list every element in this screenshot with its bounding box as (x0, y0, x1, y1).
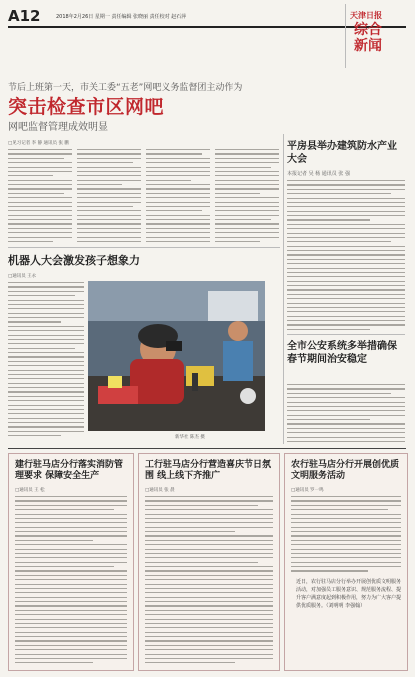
box-3-headline: 农行驻马店分行开展创优质文明服务活动 (291, 460, 400, 481)
right-story-2-body (287, 384, 405, 444)
lead-byline: □见习记者 李 静 通讯员 张 鹏 (8, 141, 69, 146)
lead-subhead: 网吧监督管理成效明显 (8, 122, 108, 133)
handwritten-note: 近日，农行驻马店分行举办开展创优质文明服务活动，对加强员工服务意识、规范服务流程、提升客户满意度起到积极作用，努力为广大客户提供优质服务。（刘明明 李强翰） (296, 579, 402, 609)
robot-story-headline: 机器人大会激发孩子想象力 (8, 254, 140, 267)
box-2-byline: □通讯员 张 晨 (145, 488, 175, 493)
lead-kicker: 节后上班第一天，市关工委“五老”网吧义务监督团主动作为 (8, 83, 243, 93)
page-number: A12 (8, 7, 41, 25)
bottom-section (8, 448, 406, 674)
lead-body-col-1 (8, 149, 72, 247)
box-1-headline: 建行驻马店分行落实消防管理要求 保障安全生产 (15, 460, 124, 481)
box-2-body (145, 496, 273, 664)
header-info: 2018年2月26日 星期一 责任编辑 张晓丽 责任校对 赵石萍 (56, 14, 187, 20)
box-3-byline: □通讯员 罗一鸣 (291, 488, 324, 493)
robot-story-byline: □通讯员 王永 (8, 274, 37, 279)
bottom-box-2 (138, 453, 280, 671)
lead-headline: 突击检查市区网吧 (8, 96, 165, 118)
masthead (345, 4, 406, 68)
brand-logo: 天津日报 (350, 10, 382, 20)
bottom-box-3 (284, 453, 408, 671)
column-title: 综合新闻 (354, 22, 382, 54)
lead-body-col-3 (146, 149, 210, 247)
page-header (8, 6, 406, 54)
box-1-body (15, 496, 127, 664)
right-story-1-byline: 本报记者 吴 杨 通讯员 张 强 (287, 171, 350, 177)
lead-body-col-2 (77, 149, 141, 247)
right-divider (287, 334, 405, 335)
right-story-1-body (287, 180, 405, 332)
photo-caption: 新华社 陈杰 摄 (175, 435, 205, 440)
box-1-byline: □通讯员 王 松 (15, 488, 45, 493)
right-story-1-headline: 平房县举办建筑防水产业大会 (287, 141, 397, 165)
robot-photo (88, 281, 265, 431)
bottom-box-1 (8, 453, 134, 671)
lead-body-col-4 (215, 149, 279, 247)
box-3-body (291, 496, 401, 576)
section-divider (8, 247, 280, 248)
robot-story-body (8, 282, 84, 442)
right-story-2-headline: 全市公安系统多举措确保春节期间治安稳定 (287, 341, 397, 365)
box-2-headline: 工行驻马店分行营造喜庆节日氛围 线上线下齐推广 (145, 460, 272, 481)
column-divider (283, 134, 284, 444)
